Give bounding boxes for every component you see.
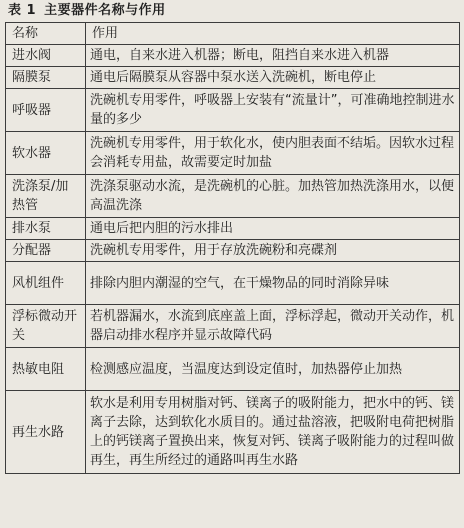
table-row xyxy=(6,305,460,348)
table-row xyxy=(6,89,460,132)
table-row xyxy=(6,240,460,262)
component-name: 排水泵 xyxy=(6,218,86,240)
component-function: 若机器漏水，水流到底座盖上面，浮标浮起，微动开关动作，机器启动排水程序并显示故障代码 xyxy=(86,305,460,348)
component-name: 热敏电阻 xyxy=(6,348,86,391)
table-row xyxy=(6,45,460,67)
component-function: 洗碗机专用零件，呼吸器上安装有“流量计”，可准确地控制进水量的多少 xyxy=(86,89,460,132)
component-name: 进水阀 xyxy=(6,45,86,67)
table-row xyxy=(6,218,460,240)
component-name: 浮标微动开关 xyxy=(6,305,86,348)
component-name: 呼吸器 xyxy=(6,89,86,132)
table-row xyxy=(6,67,460,89)
component-name: 洗涤泵/加热管 xyxy=(6,175,86,218)
component-function: 软水是利用专用树脂对钙、镁离子的吸附能力，把水中的钙、镁离子去除，达到软化水质目的。通过盐溶液，把吸附电荷把树脂上的钙镁离子置换出来，恢复对钙、镁离子吸附能力的过程叫做再生，再生所经过的通路叫再生水路 xyxy=(86,391,460,474)
table-row xyxy=(6,175,460,218)
component-function: 洗碗机专用零件，用于软化水，使内胆表面不结垢。因软水过程会消耗专用盐，故需要定时加盐 xyxy=(86,132,460,175)
component-name: 再生水路 xyxy=(6,391,86,474)
component-name: 风机组件 xyxy=(6,262,86,305)
table-number: 表 1 xyxy=(8,3,37,18)
header-name: 名称 xyxy=(6,23,86,45)
table-caption xyxy=(8,2,166,20)
table-row xyxy=(6,262,460,305)
table-row xyxy=(6,391,460,474)
table-row xyxy=(6,132,460,175)
component-name: 分配器 xyxy=(6,240,86,262)
table-header-row xyxy=(6,23,460,45)
component-function: 检测感应温度，当温度达到设定值时，加热器停止加热 xyxy=(86,348,460,391)
component-function: 通电后把内胆的污水排出 xyxy=(86,218,460,240)
table-title: 主要器件名称与作用 xyxy=(44,3,166,18)
header-function: 作用 xyxy=(86,23,460,45)
component-name: 隔膜泵 xyxy=(6,67,86,89)
component-name: 软水器 xyxy=(6,132,86,175)
component-function: 排除内胆内潮湿的空气，在干燥物品的同时消除异味 xyxy=(86,262,460,305)
components-table xyxy=(5,22,460,474)
table-row xyxy=(6,348,460,391)
component-function: 洗碗机专用零件，用于存放洗碗粉和亮碟剂 xyxy=(86,240,460,262)
component-function: 通电后隔膜泵从容器中泵水送入洗碗机，断电停止 xyxy=(86,67,460,89)
component-function: 洗涤泵驱动水流，是洗碗机的心脏。加热管加热洗涤用水，以便高温洗涤 xyxy=(86,175,460,218)
component-function: 通电，自来水进入机器；断电，阻挡自来水进入机器 xyxy=(86,45,460,67)
